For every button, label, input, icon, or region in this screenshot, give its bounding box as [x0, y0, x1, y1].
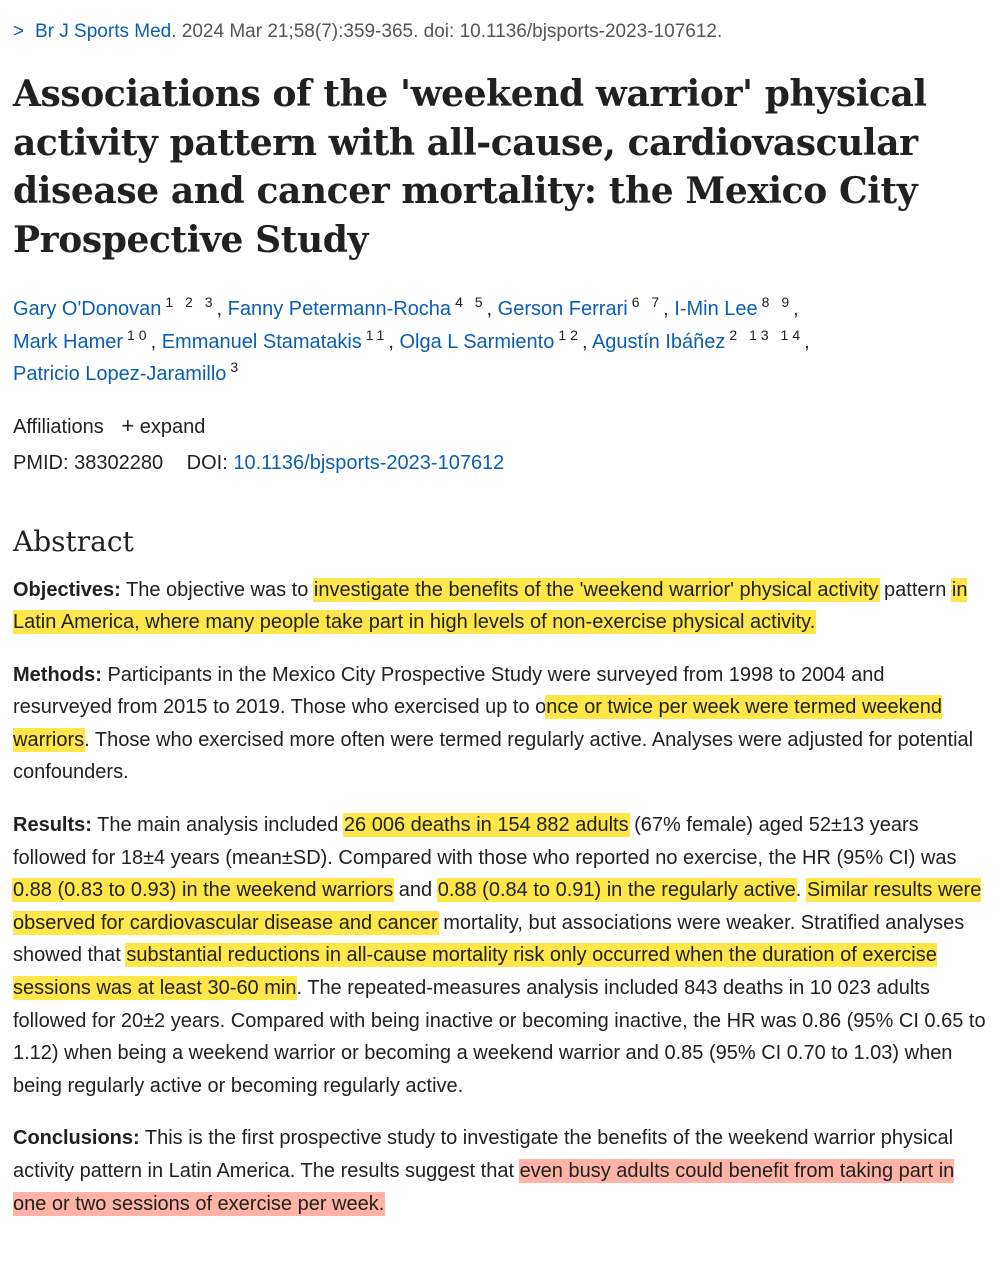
affiliation-refs[interactable]: 11: [365, 326, 389, 343]
conclusions-paragraph: [13, 1122, 988, 1220]
text-span: Participants in the Mexico City Prospective Study were surveyed from 1998 to 2004 and resurveyed from 2015 to 2019. Those who exercised up to o: [13, 663, 885, 719]
author-link[interactable]: Gary O'Donovan: [13, 298, 162, 320]
text-span: The objective was to: [120, 578, 314, 601]
pmid-label: PMID:: [13, 451, 69, 474]
highlighted-text-red: even busy adults could benefit from taking part in one or two sessions of exercise per week.: [13, 1160, 955, 1215]
highlighted-text: investigate the benefits of the 'weekend warrior' physical activity: [313, 578, 879, 601]
pmid-value: 38302280: [74, 451, 164, 474]
doi-link[interactable]: 10.1136/bjsports-2023-107612: [233, 451, 505, 474]
affiliation-refs[interactable]: 4 5: [455, 294, 487, 310]
affiliations-label: Affiliations: [13, 415, 104, 438]
methods-paragraph: [13, 659, 988, 789]
article-title: Associations of the 'weekend warrior' physical activity pattern with all-cause, cardiovascular disease and cancer mortality: the Mexico City Prospective Study: [13, 73, 927, 261]
plus-icon: +: [121, 412, 135, 438]
affiliation-refs[interactable]: 3: [230, 359, 243, 375]
author-link[interactable]: Gerson Ferrari: [497, 298, 628, 320]
text-span: (67% female) aged 52±13 years followed for 18±4 years (mean±SD). Compared with those who reported no exercise, the HR (95% CI) was: [13, 814, 957, 869]
chevron-right-icon[interactable]: >: [13, 21, 25, 42]
section-label: Conclusions:: [13, 1127, 140, 1150]
section-label: Objectives:: [13, 578, 121, 601]
highlighted-text: substantial reductions in all-cause mortality risk only occurred when the duration of exercise sessions was at least 30-60 min: [13, 944, 937, 1000]
highlighted-text: in Latin America, where many people take part in high levels of non-exercise physical activity.: [13, 578, 968, 634]
results-paragraph: [13, 809, 988, 1102]
highlighted-text: 26 006 deaths in 154 882 adults: [343, 814, 629, 837]
author-link[interactable]: Fanny Petermann-Rocha: [227, 298, 452, 320]
objectives-paragraph: [13, 574, 988, 639]
author-link[interactable]: Agustín Ibáñez: [591, 330, 726, 353]
article-page: [13, 18, 988, 1240]
text-span: mortality, but associations were weaker. Stratified analyses showed that: [13, 911, 965, 967]
identifiers: [13, 448, 988, 478]
highlighted-text: nce or twice per week were termed weekend warriors: [13, 696, 943, 751]
author-link[interactable]: Emmanuel Stamatakis: [161, 330, 362, 353]
text-span: pattern: [878, 578, 952, 601]
affiliation-refs[interactable]: 10: [127, 326, 151, 343]
citation-line: [13, 18, 988, 46]
text-span: The main analysis included: [91, 814, 344, 837]
abstract-heading: Abstract: [13, 524, 134, 558]
affiliation-refs[interactable]: 6 7: [631, 294, 664, 310]
citation-details: 2024 Mar 21;58(7):359-365. doi: 10.1136/bjsports-2023-107612.: [181, 21, 723, 42]
affiliation-refs[interactable]: 1 2 3: [165, 294, 217, 310]
affiliation-refs[interactable]: 2 13 14: [729, 326, 805, 343]
text-span: and: [393, 879, 438, 902]
journal-link[interactable]: Br J Sports Med.: [35, 21, 177, 42]
author-list: Gary O'Donovan $^{1 2 3}$, Fanny Petermann-Rocha $^{4 5}$, Gerson Ferrari $^{6 7}$, I-Min Lee $^{8 9}$, Mark Hamer $^{10}$, Emmanuel Stamatakis $^{11}$, Olga L Sarmiento $^{12}$, Agustín Ibáñez $^{2 13 14}$, Patricio Lopez-Jaramillo $^3$: [13, 294, 810, 385]
author-link[interactable]: Mark Hamer: [13, 330, 124, 353]
text-span: . The repeated-measures analysis included 843 deaths in 10 023 adults followed for 20±2 years. Compared with being inactive or becoming inactive, the HR was 0.86 (95% CI 0.65 to 1.12) when being a weekend warrior or becoming a weekend warrior and 0.85 (95% CI 0.70 to 1.03) when being regularly active or becoming regularly active.: [13, 977, 986, 1097]
highlighted-text: 0.88 (0.83 to 0.93) in the weekend warriors: [13, 879, 394, 902]
highlighted-text: 0.88 (0.84 to 0.91) in the regularly active: [437, 879, 796, 902]
text-span: .: [795, 879, 807, 902]
text-span: This is the first prospective study to investigate the benefits of the weekend warrior physical activity pattern in Latin America. The results suggest that: [13, 1127, 954, 1182]
section-label: Methods:: [13, 663, 102, 686]
highlighted-text: Similar results were observed for cardiovascular disease and cancer: [13, 879, 982, 934]
affiliations-toggle[interactable]: [13, 411, 988, 442]
affiliation-refs[interactable]: 12: [558, 326, 582, 343]
expand-link[interactable]: expand: [139, 415, 206, 438]
doi-label: DOI:: [186, 451, 228, 474]
author-link[interactable]: I-Min Lee: [674, 298, 758, 320]
text-span: . Those who exercised more often were termed regularly active. Analyses were adjusted for potential confounders.: [13, 728, 974, 784]
author-link[interactable]: Patricio Lopez-Jaramillo: [13, 363, 227, 385]
author-link[interactable]: Olga L Sarmiento: [399, 330, 555, 353]
section-label: Results:: [13, 814, 92, 837]
affiliation-refs[interactable]: 8 9: [761, 294, 794, 310]
